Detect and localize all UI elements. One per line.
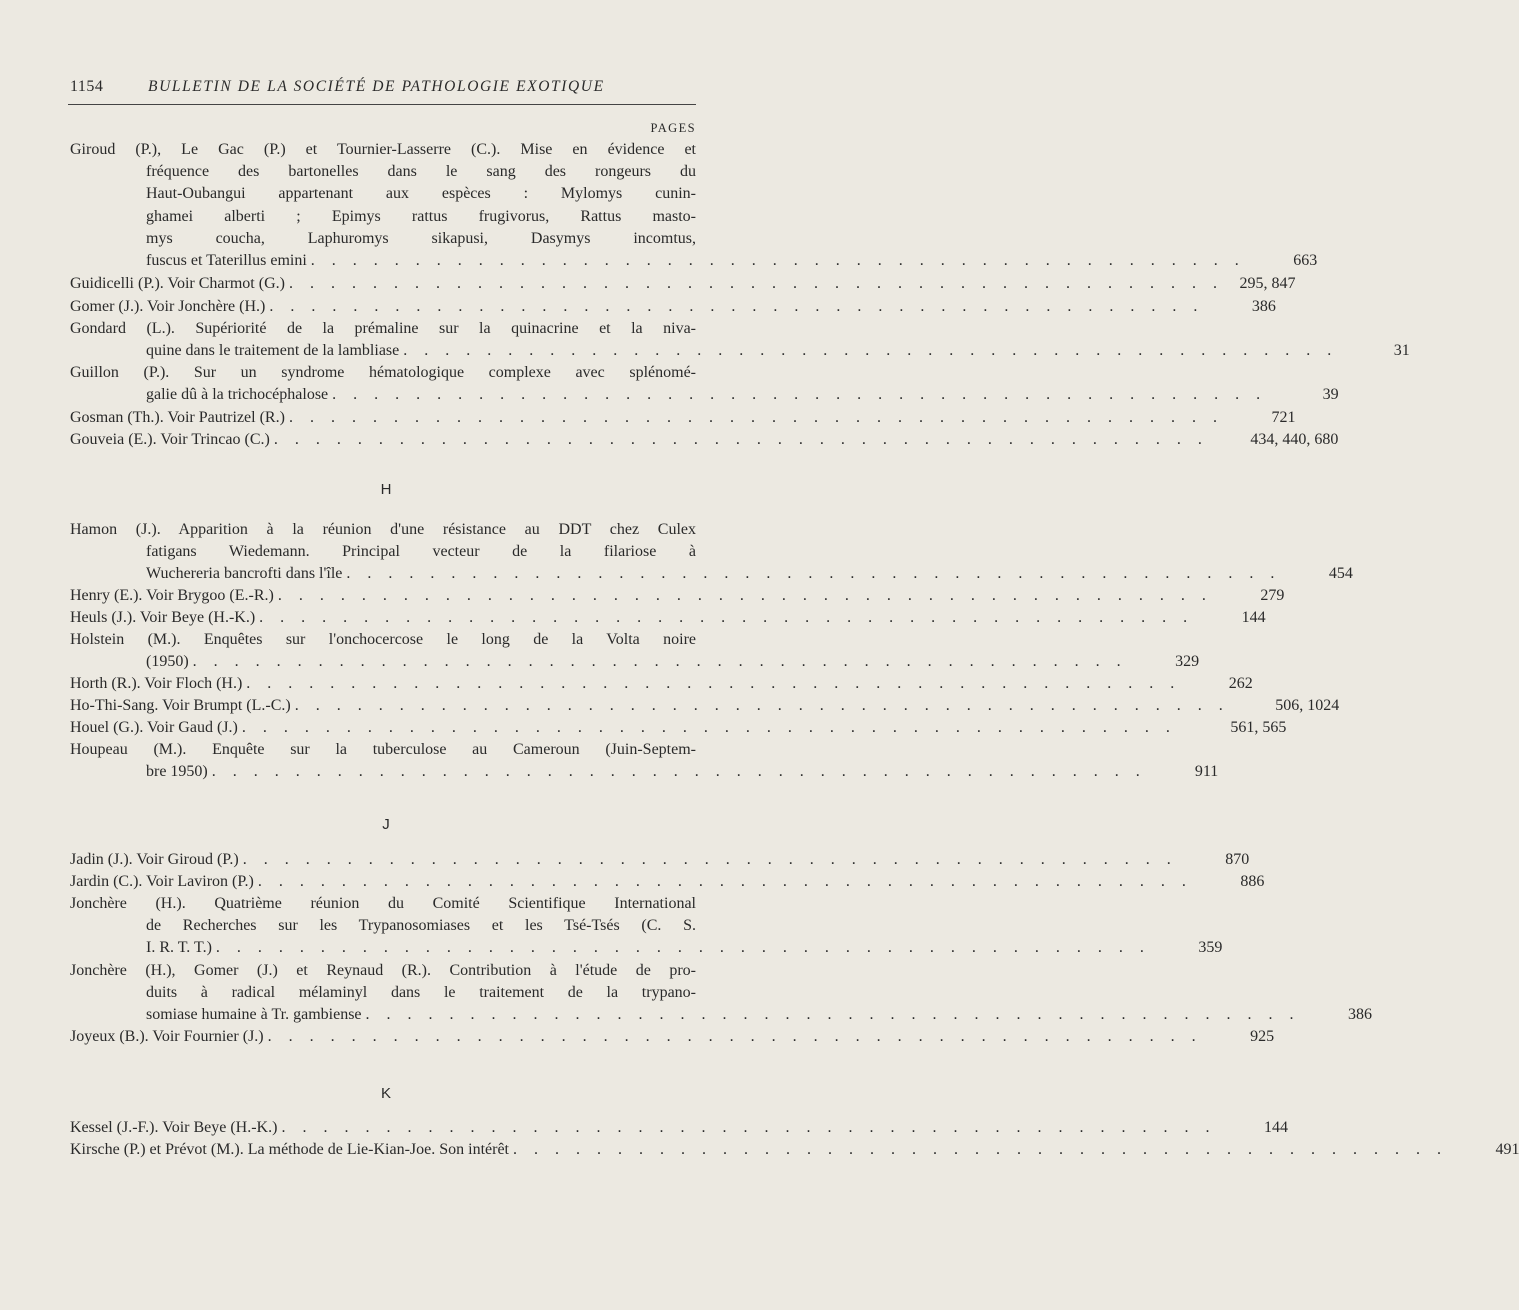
entry-text: quine dans le traitement de la lambliase <box>146 342 400 360</box>
entry-line: Jonchère (H.), Gomer (J.) et Reynaud (R.). Contribution à l'étude de pro- <box>70 962 696 979</box>
entry-line: mys coucha, Laphuromys sikapusi, Dasymys incomtus, <box>146 229 696 247</box>
page-reference: 144 <box>1241 609 1266 626</box>
leader-dots: . . . . . . . . . . . . . . . . . . . . . . . . . . . . . . . . . . . . . . . . . . . . . <box>257 873 1193 890</box>
leader-dots: . . . . . . . . . . . . . . . . . . . . . . . . . . . . . . . . . . . . . . . . . . . . . <box>403 342 1338 360</box>
index-entry-gomer <box>70 296 1276 318</box>
index-entry-kessel <box>70 1117 1288 1139</box>
index-entry-gouveia <box>70 429 1339 451</box>
entry-line: ghamei alberti ; Epimys rattus frugivorus, Rattus masto- <box>146 207 696 225</box>
page-reference: 870 <box>1225 851 1250 868</box>
index-entry-jardin <box>70 871 1265 893</box>
entry-text: I. R. T. T.) <box>146 939 212 957</box>
entry-text: Horth (R.). Voir Floch (H.) <box>70 675 243 692</box>
entry-text: Guidicelli (P.). Voir Charmot (G.) <box>70 275 285 292</box>
pages-column-label: PAGES <box>650 121 696 135</box>
page-reference: 911 <box>1194 763 1219 781</box>
entry-line: fréquence des bartonelles dans le sang des rongeurs du <box>146 163 696 181</box>
entry-text: Kirsche (P.) et Prévot (M.). La méthode de Lie-Kian-Joe. Son intérêt <box>70 1141 509 1158</box>
page-reference: 886 <box>1240 873 1265 890</box>
page-reference: 434, 440, 680 <box>1250 431 1339 448</box>
page-reference: 491 <box>1495 1141 1519 1158</box>
entry-line: Hamon (J.). Apparition à la réunion d'une résistance au DDT chez Culex <box>70 521 696 538</box>
page-reference: 31 <box>1393 342 1410 360</box>
page-reference: 506, 1024 <box>1275 697 1340 714</box>
index-entry-jonchere-1 <box>70 893 1223 960</box>
leader-dots: . . . . . . . . . . . . . . . . . . . . . . . . . . . . . . . . . . . . . . . . . . . . . <box>242 851 1178 868</box>
leader-dots: . . . . . . . . . . . . . . . . . . . . . . . . . . . . . . . . . . . . . . . . . . . . . <box>288 275 1224 292</box>
entry-text: Henry (E.). Voir Brygoo (E.-R.) <box>70 587 274 604</box>
leader-dots: . . . . . . . . . . . . . . . . . . . . . . . . . . . . . . . . . . . . . . . . . . . . . <box>192 653 1128 671</box>
index-entry-henry <box>70 585 1285 607</box>
leader-dots: . . . . . . . . . . . . . . . . . . . . . . . . . . . . . . . . . . . . . . . . . . . . . <box>269 298 1204 315</box>
page-reference: 39 <box>1322 386 1339 404</box>
leader-dots: . . . . . . . . . . . . . . . . . . . . . . . . . . . . . . . . . . . . . . . . . . . . . <box>512 1141 1448 1158</box>
leader-dots: . . . . . . . . . . . . . . . . . . . . . . . . . . . . . . . . . . . . . . . . . . . . . <box>346 565 1281 583</box>
page-reference: 295, 847 <box>1239 275 1296 292</box>
entry-text: Houel (G.). Voir Gaud (J.) <box>70 719 238 736</box>
page-reference: 386 <box>1348 1006 1373 1024</box>
running-title: BULLETIN DE LA SOCIÉTÉ DE PATHOLOGIE EXOTIQUE <box>148 78 605 95</box>
page-reference: 721 <box>1271 409 1296 426</box>
entry-text: Ho-Thi-Sang. Voir Brumpt (L.-C.) <box>70 697 291 714</box>
page-reference: 925 <box>1250 1028 1275 1045</box>
entry-last-line <box>70 250 1318 272</box>
entry-line: de Recherches sur les Trypanosomiases et les Tsé-Tsés (C. S. <box>146 917 696 935</box>
index-entry-joyeux <box>70 1026 1275 1048</box>
index-entry-guidicelli <box>70 273 1296 295</box>
entry-text: Gosman (Th.). Voir Pautrizel (R.) <box>70 409 285 426</box>
entry-text: fuscus et Taterillus emini <box>146 251 307 269</box>
entry-text: bre 1950) <box>146 763 208 781</box>
entry-line: Haut-Oubangui appartenant aux espèces : Mylomys cunin- <box>146 185 696 203</box>
entry-line: fatigans Wiedemann. Principal vecteur de la filariose à <box>146 543 696 561</box>
index-entry-jadin <box>70 849 1250 871</box>
entry-text: Jadin (J.). Voir Giroud (P.) <box>70 851 239 868</box>
leader-dots: . . . . . . . . . . . . . . . . . . . . . . . . . . . . . . . . . . . . . . . . . . . . . <box>259 609 1194 626</box>
leader-dots: . . . . . . . . . . . . . . . . . . . . . . . . . . . . . . . . . . . . . . . . . . . . . <box>310 251 1246 269</box>
index-entry-guillon <box>70 362 1339 406</box>
page-reference: 279 <box>1260 587 1285 604</box>
header-rule <box>68 104 696 105</box>
index-entry-ho-thi-sang <box>70 695 1340 717</box>
section-letter-j: J <box>382 816 390 833</box>
index-entry-kirsche <box>70 1139 1519 1161</box>
entry-text: Wuchereria bancrofti dans l'île <box>146 565 343 583</box>
leader-dots: . . . . . . . . . . . . . . . . . . . . . . . . . . . . . . . . . . . . . . . . . . . . . <box>288 409 1224 426</box>
index-entry-horth <box>70 673 1253 695</box>
entry-line: Jonchère (H.). Quatrième réunion du Comité Scientifique International <box>70 895 696 912</box>
index-entry-houel <box>70 717 1287 739</box>
entry-text: somiase humaine à Tr. gambiense <box>146 1006 362 1024</box>
leader-dots: . . . . . . . . . . . . . . . . . . . . . . . . . . . . . . . . . . . . . . . . . . . . . <box>273 431 1209 448</box>
page-reference: 144 <box>1263 1119 1288 1136</box>
index-entry-holstein <box>70 629 1200 673</box>
page-reference: 329 <box>1175 653 1200 671</box>
leader-dots: . . . . . . . . . . . . . . . . . . . . . . . . . . . . . . . . . . . . . . . . . . . . . <box>277 587 1213 604</box>
page-reference: 359 <box>1198 939 1223 957</box>
entry-text: Jardin (C.). Voir Laviron (P.) <box>70 873 254 890</box>
leader-dots: . . . . . . . . . . . . . . . . . . . . . . . . . . . . . . . . . . . . . . . . . . . . . <box>332 386 1267 404</box>
leader-dots: . . . . . . . . . . . . . . . . . . . . . . . . . . . . . . . . . . . . . . . . . . . . . <box>294 697 1230 714</box>
index-entry-jonchere-2 <box>70 960 1373 1027</box>
leader-dots: . . . . . . . . . . . . . . . . . . . . . . . . . . . . . . . . . . . . . . . . . . . . . <box>215 939 1151 957</box>
entry-line: Holstein (M.). Enquêtes sur l'onchocercose le long de la Volta noire <box>70 631 696 648</box>
entry-text: Gomer (J.). Voir Jonchère (H.) <box>70 298 266 315</box>
entry-line: duits à radical mélaminyl dans le traitement de la trypano- <box>146 984 696 1002</box>
leader-dots: . . . . . . . . . . . . . . . . . . . . . . . . . . . . . . . . . . . . . . . . . . . . . <box>267 1028 1203 1045</box>
entry-line: Gondard (L.). Supériorité de la prémaline sur la quinacrine et la niva- <box>70 320 696 337</box>
page-reference: 386 <box>1251 298 1276 315</box>
entry-line: Guillon (P.). Sur un syndrome hématologique complexe avec splénomé- <box>70 364 696 381</box>
entry-line: Giroud (P.), Le Gac (P.) et Tournier-Lasserre (C.). Mise en évidence et <box>70 141 696 158</box>
entry-text: Heuls (J.). Voir Beye (H.-K.) <box>70 609 256 626</box>
leader-dots: . . . . . . . . . . . . . . . . . . . . . . . . . . . . . . . . . . . . . . . . . . . . . <box>246 675 1181 692</box>
page-number: 1154 <box>70 78 104 95</box>
section-letter-k: K <box>380 1085 391 1102</box>
entry-text: (1950) <box>146 653 189 671</box>
index-entry-gosman <box>70 407 1296 429</box>
section-letter-h: H <box>380 481 392 498</box>
page-reference: 561, 565 <box>1230 719 1287 736</box>
leader-dots: . . . . . . . . . . . . . . . . . . . . . . . . . . . . . . . . . . . . . . . . . . . . . <box>365 1006 1301 1024</box>
entry-text: galie dû à la trichocéphalose <box>146 386 329 404</box>
index-entry-heuls <box>70 607 1266 629</box>
page-reference: 663 <box>1293 251 1318 269</box>
index-entry-giroud <box>70 139 1318 272</box>
entry-line: Houpeau (M.). Enquête sur la tuberculose au Cameroun (Juin-Septem- <box>70 741 696 758</box>
index-entry-gondard <box>70 318 1410 362</box>
entry-text: Gouveia (E.). Voir Trincao (C.) <box>70 431 270 448</box>
leader-dots: . . . . . . . . . . . . . . . . . . . . . . . . . . . . . . . . . . . . . . . . . . . . . <box>211 763 1147 781</box>
page-reference: 454 <box>1328 565 1353 583</box>
index-entry-houpeau <box>70 739 1219 783</box>
index-entry-hamon <box>70 519 1353 586</box>
entry-text: Joyeux (B.). Voir Fournier (J.) <box>70 1028 264 1045</box>
entry-text: Kessel (J.-F.). Voir Beye (H.-K.) <box>70 1119 278 1136</box>
leader-dots: . . . . . . . . . . . . . . . . . . . . . . . . . . . . . . . . . . . . . . . . . . . . . <box>241 719 1177 736</box>
page-reference: 262 <box>1228 675 1253 692</box>
leader-dots: . . . . . . . . . . . . . . . . . . . . . . . . . . . . . . . . . . . . . . . . . . . . . <box>281 1119 1216 1136</box>
